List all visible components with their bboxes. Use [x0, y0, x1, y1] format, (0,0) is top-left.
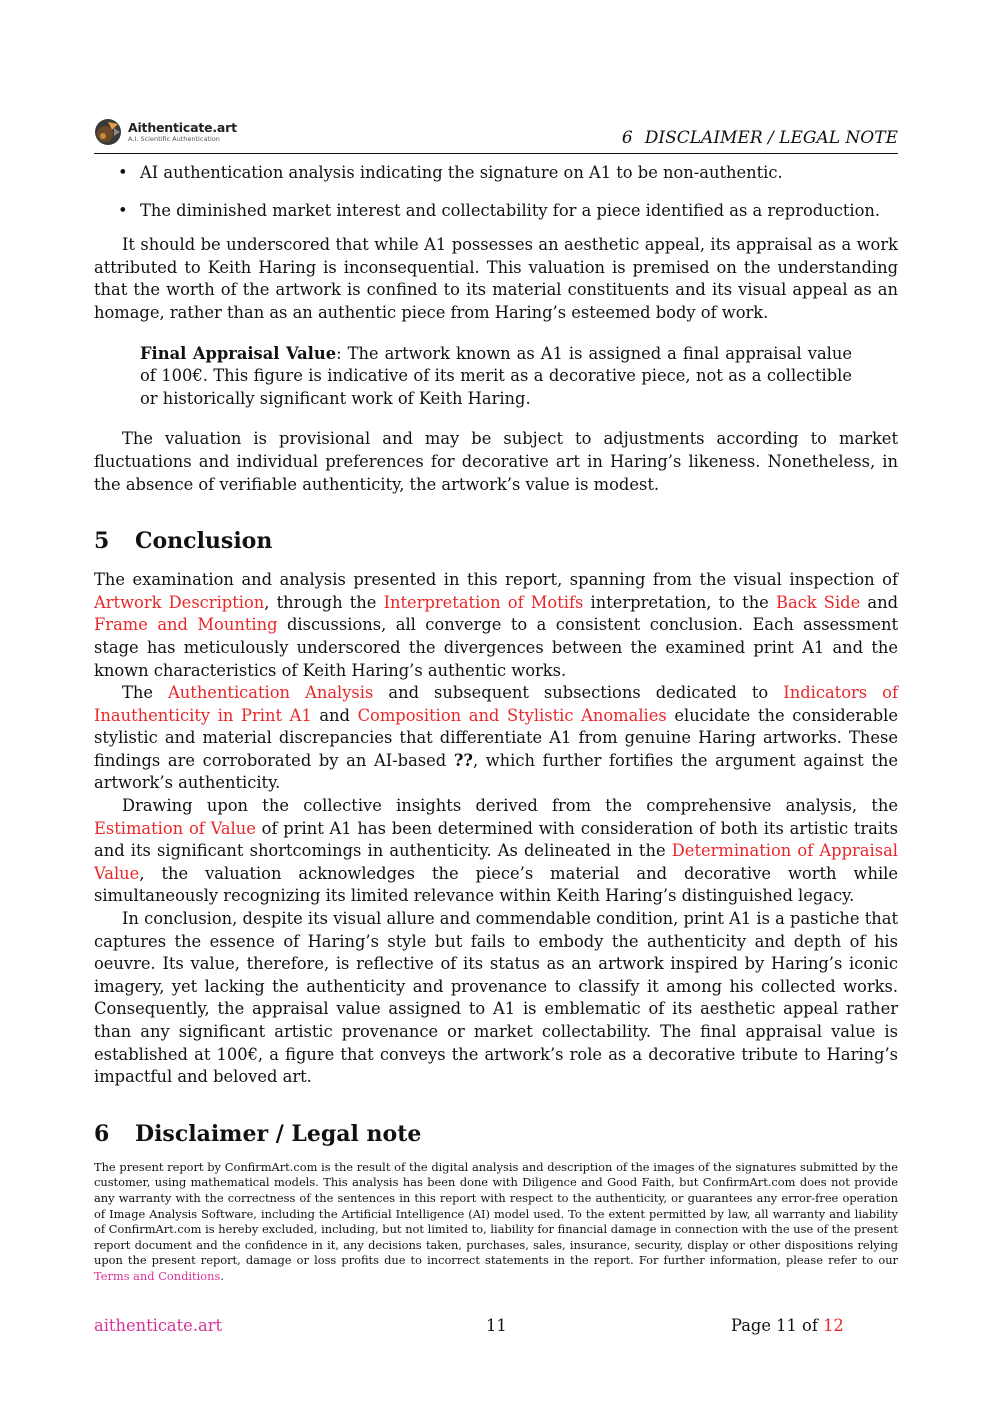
section-number: 5	[94, 528, 110, 555]
section-heading-conclusion	[94, 527, 898, 555]
text-run: and	[311, 705, 358, 725]
ref-link-estimation-of-value[interactable]: Estimation of Value	[94, 818, 256, 838]
text-run: , which further fortifies the argument against the artwork’s authenticity.	[94, 750, 899, 793]
text-run: , the valuation acknowledges the piece’s material and decorative worth while simultaneously recognizing its limited relevance within Keith Haring’s distinguished legacy.	[94, 863, 898, 906]
terms-and-conditions-link[interactable]: Terms and Conditions	[94, 1268, 221, 1283]
text-run: Drawing upon the collective insights derived from the comprehensive analysis, the	[122, 796, 898, 816]
conclusion-paragraph-3	[94, 795, 898, 908]
paragraph-underscored: It should be underscored that while A1 possesses an aesthetic appeal, its appraisal as a work attributed to Keith Haring is inconsequential. This valuation is premised on the understanding that the worth of the artwork is confined to its material constituents and its visual appeal as an homage, rather than as an authentic piece from Haring’s esteemed body of work.	[94, 235, 898, 322]
ref-link-indicators-of-inauthenticity[interactable]: Indicators of Inauthenticity in Print A1	[94, 683, 899, 725]
page-body	[94, 162, 898, 1285]
footer-site-link[interactable]: aithenticate.art	[94, 1316, 223, 1335]
broken-reference: ??	[453, 750, 473, 770]
text-run: The present report by ConfirmArt.com is the result of the digital analysis and description of the images of the signatures submitted by the customer, using mathematical models. This analysis has been done with Diligence and Good Faith, but ConfirmArt.com does not provide any warranty with the correctness of the sentences in this report with respect to the authenticity, or guarantees any error-free operation of Image Analysis Software, including the Artificial Intelligence (AI) model used. To the extent permitted by law, all warranty and liability of ConfirmArt.com is hereby excluded, including, but not limited to, liability for financial damage in connection with the use of the present report document and the confidence in it, any decisions taken, purchases, sales, insurance, security, display or other dispositions relying upon the present report, damage or loss profits due to incorrect statements in the report. For further information, please refer to our	[94, 1159, 898, 1268]
logo	[94, 118, 237, 146]
text-run: and	[860, 592, 899, 612]
ref-link-frame-and-mounting[interactable]: Frame and Mounting	[94, 615, 278, 635]
section-title: Conclusion	[135, 528, 273, 555]
text-run: of print A1 has been determined with consideration of both its artistic traits and its significant shortcomings in authenticity. As delineated in the	[94, 818, 898, 861]
paragraph-provisional: The valuation is provisional and may be subject to adjustments according to market fluctuations and individual preferences for decorative art in Haring’s likeness. Nonetheless, in the absence of verifiable authenticity, the artwork’s value is modest.	[94, 429, 898, 494]
final-appraisal-text: : The artwork known as A1 is assigned a final appraisal value of 100€. This figure is indicative of its merit as a decorative piece, not as a collectible or historically significant work of Keith Haring.	[140, 343, 852, 408]
text-run: and subsequent subsections dedicated to	[373, 683, 784, 703]
footer-page-count	[731, 1316, 844, 1335]
final-appraisal-block	[140, 343, 852, 411]
running-header-title: DISCLAIMER / LEGAL NOTE	[644, 128, 898, 148]
text-run: discussions, all converge to a consistent conclusion. Each assessment stage has meticulously underscored the divergences between the examined print A1 and the known characteristics of Keith Haring’s authentic works.	[94, 615, 898, 680]
section-heading-disclaimer	[94, 1120, 898, 1148]
list-item: • The diminished market interest and collectability for a piece identified as a reproduction.	[94, 200, 898, 223]
header-rule	[94, 153, 898, 154]
ref-link-determination-of-appraisal-value[interactable]: Determination of Appraisal Value	[94, 841, 898, 883]
final-appraisal-label: Final Appraisal Value	[140, 343, 337, 363]
page-header	[94, 118, 898, 152]
ref-link-composition-anomalies[interactable]: Composition and Stylistic Anomalies	[357, 705, 667, 725]
text-run: interpretation, to the	[583, 592, 776, 612]
ref-link-artwork-description[interactable]: Artwork Description	[94, 592, 265, 612]
text-run: elucidate the considerable stylistic and material discrepancies that differentiate A1 from genuine Haring artworks. These findings are corroborated by an AI-based	[94, 705, 899, 770]
logo-name: Aithenticate.art	[128, 119, 237, 135]
disclaimer-text	[94, 1160, 898, 1285]
ref-link-authentication-analysis[interactable]: Authentication Analysis	[168, 683, 374, 703]
running-header	[622, 128, 898, 148]
list-item: • AI authentication analysis indicating the signature on A1 to be non-authentic.	[94, 162, 898, 185]
logo-mark-icon	[94, 118, 122, 146]
text-run: The examination and analysis presented in this report, spanning from the visual inspection of	[94, 570, 898, 590]
ref-link-back-side[interactable]: Back Side	[775, 592, 861, 612]
logo-tagline: A.I. Scientific Authentication	[128, 135, 220, 143]
bullet-list	[94, 162, 898, 222]
footer-page-prefix: Page 11 of	[731, 1316, 824, 1335]
text-run: , through the	[264, 592, 384, 612]
text-run: The	[122, 683, 169, 703]
section-number: 6	[94, 1120, 110, 1147]
section-title: Disclaimer / Legal note	[135, 1120, 422, 1147]
text-run: .	[220, 1268, 224, 1283]
footer-page-total-link[interactable]: 12	[823, 1316, 844, 1335]
footer-page-number: 11	[486, 1316, 507, 1335]
conclusion-paragraph-2	[94, 682, 898, 795]
running-header-number: 6	[621, 128, 633, 148]
conclusion-paragraph-1	[94, 569, 898, 682]
conclusion-paragraph-4: In conclusion, despite its visual allure and commendable condition, print A1 is a pastiche that captures the essence of Haring’s style but fails to embody the authenticity and depth of his oeuvre. Its value, therefore, is reflective of its status as an artwork inspired by Haring’s iconic imagery, yet lacking the authenticity and provenance to classify it among his collected works. Consequently, the appraisal value assigned to A1 is emblematic of its aesthetic appeal rather than any significant artistic provenance or market collectability. The final appraisal value is established at 100€, a figure that conveys the artwork’s role as a decorative tribute to Haring’s impactful and beloved art.	[94, 909, 898, 1087]
ref-link-interpretation-of-motifs[interactable]: Interpretation of Motifs	[383, 592, 584, 612]
